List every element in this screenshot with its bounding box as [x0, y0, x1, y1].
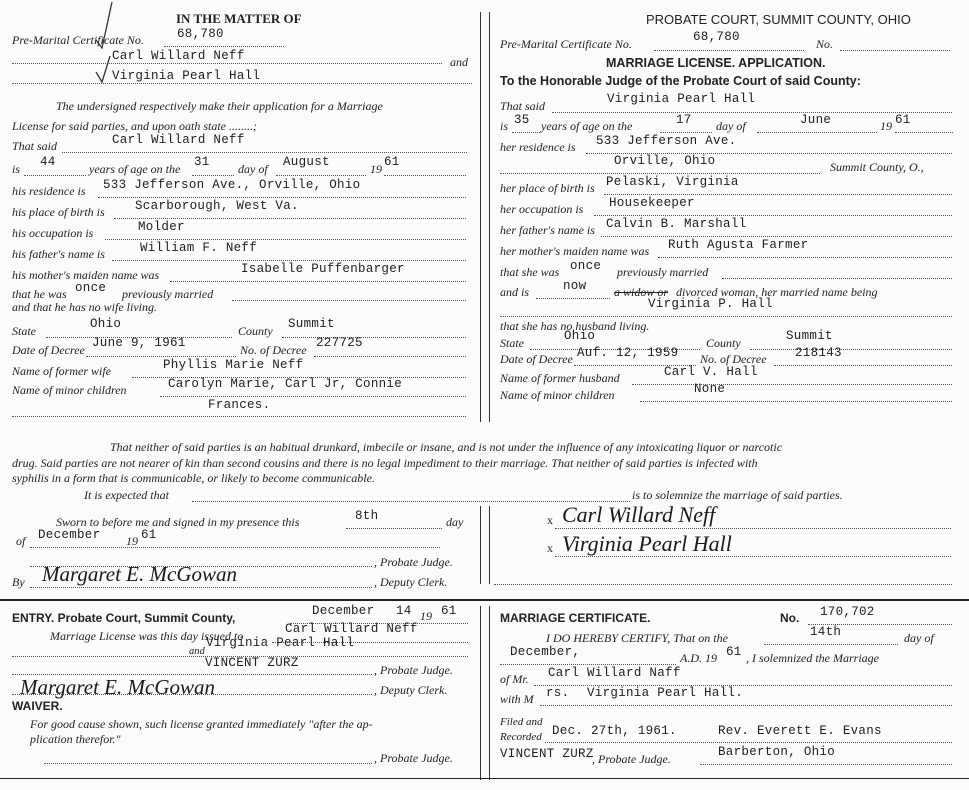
that-said-bride: That said [500, 99, 546, 113]
county-label: County [238, 324, 273, 338]
bride-state: Ohio [564, 329, 596, 343]
oath-line1: That neither of said parties is an habitual drunkard, imbecile or insane, and is not under the influence of any intoxicating liquor or narcotic [110, 440, 783, 454]
no-label: No. [816, 37, 834, 51]
groom-former-wife: Phyllis Marie Neff [163, 358, 304, 372]
no-husband-label: that she has no husband living. [500, 319, 650, 333]
groom-decree-no: 227725 [316, 336, 363, 350]
oath-line2: drug. Said parties are not nearer of kin than second cousins and there is no legal impediment to their marriage. That neither of said parties is infected with [12, 456, 758, 470]
bride-name: Virginia Pearl Hall [607, 92, 756, 106]
groom-birth-day: 31 [194, 155, 210, 169]
father-label: her father's name is [500, 223, 595, 237]
day-label: day [446, 515, 464, 529]
bride-residence-1: 533 Jefferson Ave. [596, 134, 737, 148]
expected-label: It is expected that [84, 488, 169, 502]
residence-label: his residence is [12, 184, 86, 198]
bride-age: 35 [514, 113, 530, 127]
children-label: Name of minor children [500, 388, 615, 402]
bride-birth-year: 61 [895, 113, 911, 127]
sworn-month: December [38, 528, 101, 542]
divorced-label: divorced woman, her married name being [676, 285, 878, 299]
certificate-title: MARRIAGE CERTIFICATE. [500, 611, 651, 625]
entry-year-prefix: 19 [420, 609, 432, 623]
birthplace-label: her place of birth is [500, 181, 595, 195]
certificate-groom: Carl Willard Naff [548, 666, 681, 680]
bride-decree-date: Auf. 12, 1959 [577, 346, 679, 360]
x-mark-1: x [547, 513, 553, 527]
groom-cert-no: 68,780 [177, 27, 224, 41]
groom-signature: Carl Willard Neff [562, 502, 716, 527]
prev-married-label: that she was [500, 265, 560, 279]
rs-label: rs. [546, 686, 570, 700]
groom-birth-year: 61 [384, 155, 400, 169]
column-divider [489, 506, 490, 584]
bride-signature: Virginia Pearl Hall [562, 531, 732, 556]
entry-day: 14 [396, 604, 412, 618]
day-of-label: day of [716, 119, 746, 133]
marriage-month: December, [510, 645, 581, 659]
former-wife-label: Name of former wife [12, 364, 111, 378]
is-label: is [500, 119, 509, 133]
is-label: is [12, 162, 21, 176]
bride-cert-no: 68,780 [693, 30, 740, 44]
occupation-label: her occupation is [500, 202, 584, 216]
x-mark-2: x [547, 541, 553, 555]
groom-name: Carl Willard Neff [112, 133, 245, 147]
officiant: Rev. Everett E. Evans [718, 724, 882, 738]
groom-children-2: Frances. [208, 398, 271, 412]
entry-title: ENTRY. Probate Court, Summit County, [12, 611, 236, 625]
bride-mother: Ruth Agusta Farmer [668, 238, 809, 252]
state-label: State [12, 324, 36, 338]
bride-birth-month: June [800, 113, 832, 127]
groom-birth-month: August [283, 155, 330, 169]
mother-label: her mother's maiden name was [500, 244, 650, 258]
with-m-label: with M [500, 692, 534, 706]
expected-label-2: is to solemnize the marriage of said parties. [632, 488, 843, 502]
intro-line1: The undersigned respectively make their application for a Marriage [56, 99, 383, 113]
groom-residence: 533 Jefferson Ave., Orville, Ohio [103, 178, 361, 192]
bride-occupation: Housekeeper [609, 196, 695, 210]
sworn-day: 8th [355, 509, 379, 523]
left-heading: IN THE MATTER OF [176, 11, 302, 26]
bride-county: Summit [786, 329, 833, 343]
certify-label: I DO HEREBY CERTIFY, That on the [546, 631, 728, 645]
issued-and: and [189, 646, 205, 657]
former-husband-label: Name of former husband [500, 371, 620, 385]
entry-deputy-signature: Margaret E. McGowan [20, 675, 215, 699]
state-label: State [500, 336, 524, 350]
years-label: years of age on the [541, 119, 633, 133]
day-of-label: day of [238, 162, 268, 176]
bride-father: Calvin B. Marshall [606, 217, 747, 231]
prev-married-label2: previously married [617, 265, 709, 279]
groom-age: 44 [40, 155, 56, 169]
issued-to-groom: Carl Willard Neff [285, 622, 418, 636]
check-marks-icon [94, 0, 118, 86]
bride-married-name: Virginia P. Hall [648, 297, 773, 311]
bride-birth-day: 17 [676, 113, 692, 127]
bride-now: now [563, 279, 587, 293]
and-label: and [450, 55, 468, 69]
summit-county-label: Summit County, O., [830, 160, 924, 174]
county-label: County [706, 336, 741, 350]
certificate-judge: VINCENT ZURZ [500, 747, 594, 761]
children-label: Name of minor children [12, 383, 127, 397]
bride-name-top: Virginia Pearl Hall [112, 69, 261, 83]
ad-label: A.D. 19 [680, 651, 717, 665]
to-judge: To the Honorable Judge of the Probate Court of said County: [500, 74, 861, 88]
groom-occupation: Molder [138, 220, 185, 234]
marriage-day: 14th [810, 625, 842, 639]
bride-cert-label: Pre-Marital Certificate No. [500, 37, 632, 51]
bride-decree-no: 218143 [795, 346, 842, 360]
bride-birthplace: Pelaski, Virginia [606, 175, 739, 189]
prev-married-label: that he was [12, 287, 67, 301]
occupation-label: his occupation is [12, 226, 94, 240]
day-of-label: day of [904, 631, 934, 645]
column-divider [489, 12, 490, 422]
waiver-text-1: For good cause shown, such license granted immediately "after the ap- [30, 717, 373, 731]
certificate-no-label: No. [780, 611, 800, 625]
groom-mother: Isabelle Puffenbarger [241, 262, 405, 276]
solemnized-label: , I solemnized the Marriage [746, 651, 879, 665]
father-label: his father's name is [12, 247, 105, 261]
column-divider [489, 606, 490, 780]
of-mr-label: of Mr. [500, 672, 529, 686]
and-is-label: and is [500, 285, 530, 299]
column-divider [480, 12, 481, 422]
widow-struck: a widow or [614, 285, 669, 299]
decree-no-label: No. of Decree [700, 352, 767, 366]
entry-probate-judge-label: , Probate Judge. [374, 663, 453, 677]
deputy-clerk-label: , Deputy Clerk. [374, 575, 448, 589]
court-title: PROBATE COURT, SUMMIT COUNTY, OHIO [646, 12, 911, 27]
year-prefix: 19 [370, 162, 382, 176]
entry-deputy-clerk-label: , Deputy Clerk. [374, 683, 448, 697]
marriage-year: 61 [726, 645, 742, 659]
residence-label: her residence is [500, 140, 576, 154]
waiver-text-2: plication therefor." [30, 732, 121, 746]
bride-residence-2: Orville, Ohio [614, 154, 716, 168]
groom-children-1: Carolyn Marie, Carl Jr, Connie [168, 377, 403, 391]
groom-decree-date: June 9, 1961 [92, 336, 186, 350]
decree-date-label: Date of Decree [500, 352, 573, 366]
filed-label: Filed and [500, 716, 543, 728]
certificate-no: 170,702 [820, 605, 875, 619]
issued-to-bride: Virginia Pearl Hall [206, 636, 355, 650]
groom-birthplace: Scarborough, West Va. [135, 199, 299, 213]
year-prefix: 19 [880, 119, 892, 133]
certificate-judge-label: , Probate Judge. [592, 752, 671, 766]
intro-line2: License for said parties, and upon oath state ........; [12, 119, 257, 133]
birthplace-label: his place of birth is [12, 205, 105, 219]
decree-date-label: Date of Decree [12, 343, 85, 357]
recorded-label: Recorded [500, 731, 542, 743]
no-wife-label: and that he has no wife living. [12, 300, 157, 314]
bride-children: None [694, 382, 726, 396]
entry-year: 61 [441, 604, 457, 618]
bottom-border [0, 778, 969, 779]
license-title: MARRIAGE LICENSE. APPLICATION. [606, 56, 826, 70]
waiver-probate-judge-label: , Probate Judge. [374, 751, 453, 765]
recorded-date: Dec. 27th, 1961. [552, 724, 677, 738]
column-divider [480, 606, 481, 780]
prev-married-label2: previously married [122, 287, 214, 301]
sworn-label: Sworn to before me and signed in my presence this [56, 515, 300, 529]
that-said-groom: That said [12, 139, 58, 153]
entry-judge-name: VINCENT ZURZ [205, 656, 299, 670]
groom-state: Ohio [90, 317, 122, 331]
groom-prev-times: once [75, 281, 107, 295]
section-divider [0, 599, 969, 601]
of-label: of [16, 534, 26, 548]
waiver-title: WAIVER. [12, 699, 63, 713]
entry-month: December [312, 604, 375, 618]
decree-no-label: No. of Decree [240, 343, 307, 357]
groom-name-top: Carl Willard Neff [112, 49, 245, 63]
officiant-location: Barberton, Ohio [718, 745, 836, 759]
groom-cert-label: Pre-Marital Certificate No. [12, 33, 144, 47]
groom-county: Summit [288, 317, 335, 331]
deputy-clerk-signature: Margaret E. McGowan [42, 562, 237, 586]
years-label: years of age on the [89, 162, 181, 176]
oath-line3: syphilis in a form that is communicable, or likely to become communicable. [12, 471, 375, 485]
sworn-year: 61 [141, 528, 157, 542]
probate-judge-label: , Probate Judge. [374, 555, 453, 569]
certificate-bride: Virginia Pearl Hall. [587, 686, 744, 700]
year-prefix: 19 [126, 534, 138, 548]
column-divider [480, 506, 481, 584]
bride-former-husband: Carl V. Hall [664, 365, 758, 379]
by-label: By [12, 575, 25, 589]
issued-label: Marriage License was this day issued to [50, 629, 244, 643]
mother-label: his mother's maiden name was [12, 268, 160, 282]
bride-prev-times: once [570, 259, 602, 273]
groom-father: William F. Neff [140, 241, 258, 255]
